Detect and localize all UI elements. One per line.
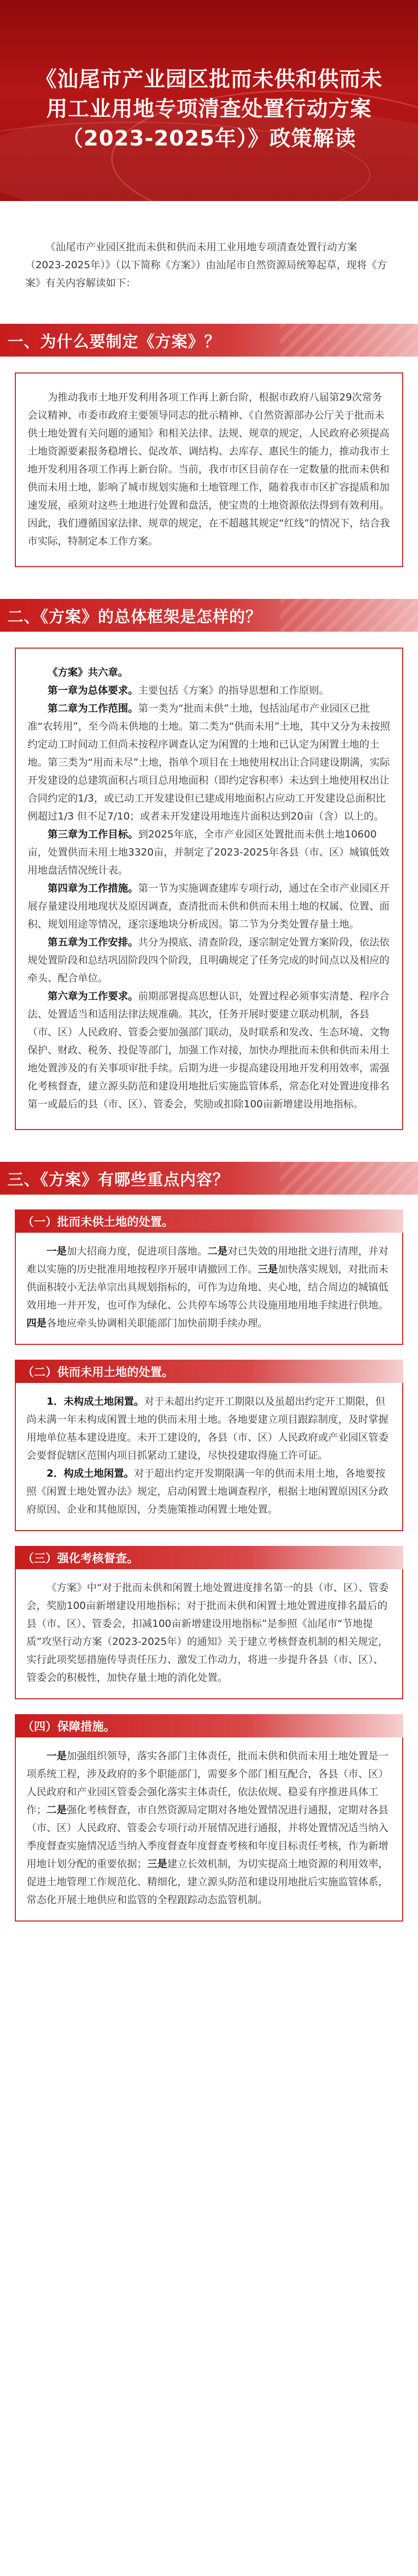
point-label: 三是 [258,1263,278,1275]
subsection-2-box [15,1383,403,1531]
point-text: 加大招商力度，促进项目落地。 [67,1245,208,1257]
point-label: 四是 [26,1317,47,1329]
chapter-text: 前期部署提高思想认识，处置过程必须事实清楚、程序合法、处置适当和适用法律法规准确。其次，任务开展时要建立联动机制，各县（市、区）人民政府、管委会要加强部门联动，及时联系和发改、生态环境、文物保护、财政、税务、投促等部门，加强工作对接，加快办理批而未供和供而未用土地处置涉及的有关事项审批手续。后期为进一步提高建设用地开发利用效率，需强化考核督查，建立源头防范和建设用地批后实施监管体系，常态化对处置进度排名第一或最后的县（市、区）、管委会，奖励或扣除100亩新增建设用地指标。 [28,990,390,1110]
subsection-2-point-2 [26,1464,392,1518]
page-title: 《汕尾市产业园区批而未供和供而未用工业用地专项清查处置行动方案（2023-2025年）》政策解读 [35,67,383,151]
chapter-3 [28,825,390,879]
subsection-1-body [26,1242,392,1332]
page-bottom-spacer [0,1922,418,1953]
point-label: 2．构成土地闲置。 [47,1468,134,1479]
section-2-box [15,648,403,1130]
point-text: 建立长效机制，为切实提高土地资源的利用效率，促进土地管理工作规范化、精细化，建立源头防范和建设用地批后实施监管体系，常态化开展土地供应和监管的全程跟踪动态监管机制。 [26,1858,389,1906]
chapter-label: 第二章为工作范围。 [48,703,139,714]
point-label: 一是 [47,1245,67,1257]
chapter-label: 第四章为工作措施。 [48,882,139,894]
subsection-1-box [15,1233,403,1345]
subsection-2-title: （二）供而未用土地的处置。 [22,1366,174,1379]
chapter-label: 第三章为工作目标。 [48,829,139,840]
section-header-decor [280,599,418,632]
section-1-header [0,324,418,357]
subsection-4-body [26,1747,392,1909]
section-3-title: 三、《方案》有哪些重点内容？ [7,1171,229,1189]
chapter-text: 第一节为实施调查建库专项行动，通过在全市产业园区开展存量建设用地现状及原因调查，查清批而未供和供而未用土地的权属、位置、面积、规划用途等情况，逐宗逐地块分析成因。第二节为分类处置存量土地。 [28,882,390,930]
point-label: 一是 [47,1750,67,1762]
point-label: 三是 [147,1858,168,1870]
point-label: 二是 [47,1804,67,1816]
subsection-4-header [15,1714,403,1737]
section-1-box [15,372,403,567]
subsection-3-header [15,1546,403,1569]
subsection-3-title: （三）强化考核督查。 [22,1552,139,1565]
chapter-1 [28,681,390,699]
chapter-text: 第一类为“批而未供”土地，包括汕尾市产业园区已批准“农转用”，至今尚未供地的土地。第二类为“供而未用”土地，其中又分为未按照约定动工时间动工但尚未按程序调查认定为闲置的土地和已认定为闲置土地的土地。第三类为“用而未尽”土地，指单个项目在土地使用权出让合同建设期满，实际开发建设的总建筑面积占项目总用地面积（即约定容积率）未达到土地使用权出让合同约定的1/3，或已动工开发建设但已建成用地面积占应动工开发建设总面积比例超过1/3 但不足7/10；或者未开发建设用地连片面积达到20亩（含）以上的。 [28,703,390,822]
section-2-lead [28,663,390,681]
subsection-1-title: （一）批而未供土地的处置。 [22,1215,174,1229]
chapter-6 [28,987,390,1113]
section-1-body: 为推动我市土地开发利用各项工作再上新台阶，根据市政府八届第29次常务会议精神、市委市政府主要领导同志的批示精神、《自然资源部办公厅关于批而未供土地处置有关问题的通知》和相关法律、法规、规章的规定，人民政府必须提高土地资源要素报务稳增长、促改革、调结构、去库存、惠民生的能力，推动我市土地开发利用各项工作再上新台阶。当前，我市市区目前存在一定数量的批而未供和供而未用土地，影响了城市规划实施和土地管理工作，随着我市市区扩容提质和加速发展，亟须对这些土地进行处置和盘活，使宝贵的土地资源依法得到有效利用。因此，我们遵循国家法律、规章的规定，在不超越其规定“红线”的情况下，结合我市实际，特制定本工作方案。 [28,392,390,547]
chapter-text: 主要包括《方案》的指导思想和工作原则。 [138,685,330,696]
chapter-label: 第六章为工作要求。 [48,990,139,1002]
section-header-decor [280,324,418,357]
chapter-text: 共分为摸底、清查阶段，逐宗制定处置方案阶段，依法依规处置阶段和总结巩固阶段四个阶段，且明确规定了任务完成的时间点以及相应的牵头、配合单位。 [28,936,390,984]
section-2-header [0,599,418,632]
chapter-label: 第五章为工作安排。 [48,936,139,948]
subsection-2-header [15,1360,403,1383]
chapter-2 [28,699,390,825]
point-text: 对于超出约定开发期限满一年的供而未用土地，各地要按照《闲置土地处置办法》规定，启动闲置土地调查程序，根据土地闲置原因区分政府原因、企业和其他原因，分类施策推动闲置土地处置。 [26,1468,389,1515]
subsection-4-title: （四）保障措施。 [22,1720,116,1734]
chapter-5 [28,933,390,987]
chapter-text: 到2025年底，全市产业园区处置批而未供土地10600亩，处置供而未用土地3320亩，并制定了2023-2025年各县（市、区）城镇低效用地盘活情况统计表。 [28,829,389,876]
subsection-3-body: 《方案》中“对于批而未供和闲置土地处置进度排名第一的县（市、区）、管委会，奖励100亩新增建设用地指标；对于批而未供和闲置土地处置进度排名最后的县（市、区）、管委会，扣减100亩新增建设用地指标”是参照《汕尾市“节地提质”攻坚行动方案（2023-2025年）的通知》关于建立考核督查机制的相关规定，实行此项奖惩措施传导责任压力、激发工作动力，将进一步提升各县（市、区）、管委会的积极性，加快存量土地的消化处置。 [26,1582,389,1683]
chapter-label: 第一章为总体要求。 [48,685,139,696]
point-text: 强化考核督查，市自然资源局定期对各地处置情况进行通报，定期对各县（市、区）人民政府、管委会专项行动开展情况进行通报，并将处置情况适当纳入季度督查实施情况适当纳入季度督查年度督查考核和年度目标责任考核，作为新增用地计划分配的重要依据； [26,1804,389,1870]
chapter-4 [28,879,390,933]
section-1-title: 一、为什么要制定《方案》？ [7,333,221,351]
point-text: 加强组织领导，落实各部门主体责任，批而未供和供而未用土地处置是一项系统工程，涉及政府的多个职能部门，需要多个部门相互配合，各县（市、区）人民政府和产业园区管委会强化落实主体责任，依法依规、稳妥有序推进具体工作； [26,1750,389,1816]
intro-paragraph: 《汕尾市产业园区批而未供和供而未用工业用地专项清查处置行动方案（2023-2025年）》（以下简称《方案》）由汕尾市自然资源局统筹起草，现将《方案》有关内容解读如下： [25,241,387,289]
subsection-1-header [15,1209,403,1233]
point-text: 对于未超出约定开工期限以及虽超出约定开工期限，但尚未满一年未构成闲置土地的供而未用土地。各地要建立项目跟踪制度，及时掌握用地单位基本建设进度。未开工建设的，各县（市、区）人民政府或产业园区管委会要督促辖区范围内项目抓紧动工建设，尽快投建取得施工许可证。 [26,1396,389,1461]
point-label: 1．未构成土地闲置。 [47,1396,144,1407]
point-text: 加快落实规划，对批而未供面积较小无法单宗出具规划指标的，可作为边角地、夹心地，结合周边的城镇低效用地一并开发，也可作为绿化、公共停车场等公共设施用地用地手续进行供地。 [26,1263,389,1311]
point-label: 二是 [207,1245,228,1257]
subsection-2-point-1 [26,1392,392,1464]
section-header-decor [280,1162,418,1195]
section-3-header [0,1162,418,1195]
point-text: 各地应牵头协调相关职能部门加快前期手续办理。 [47,1317,268,1329]
header-banner [0,0,418,201]
point-text: 对已失效的用地批文进行清理，并对难以实施的历史批准用地按程序开展申请撤回工作。 [26,1245,389,1275]
section-2-title: 二、《方案》的总体框架是怎样的？ [7,608,262,626]
lead-text: 《方案》共六章。 [48,667,129,678]
subsection-3-box [15,1569,403,1699]
subsection-4-box [15,1737,403,1922]
